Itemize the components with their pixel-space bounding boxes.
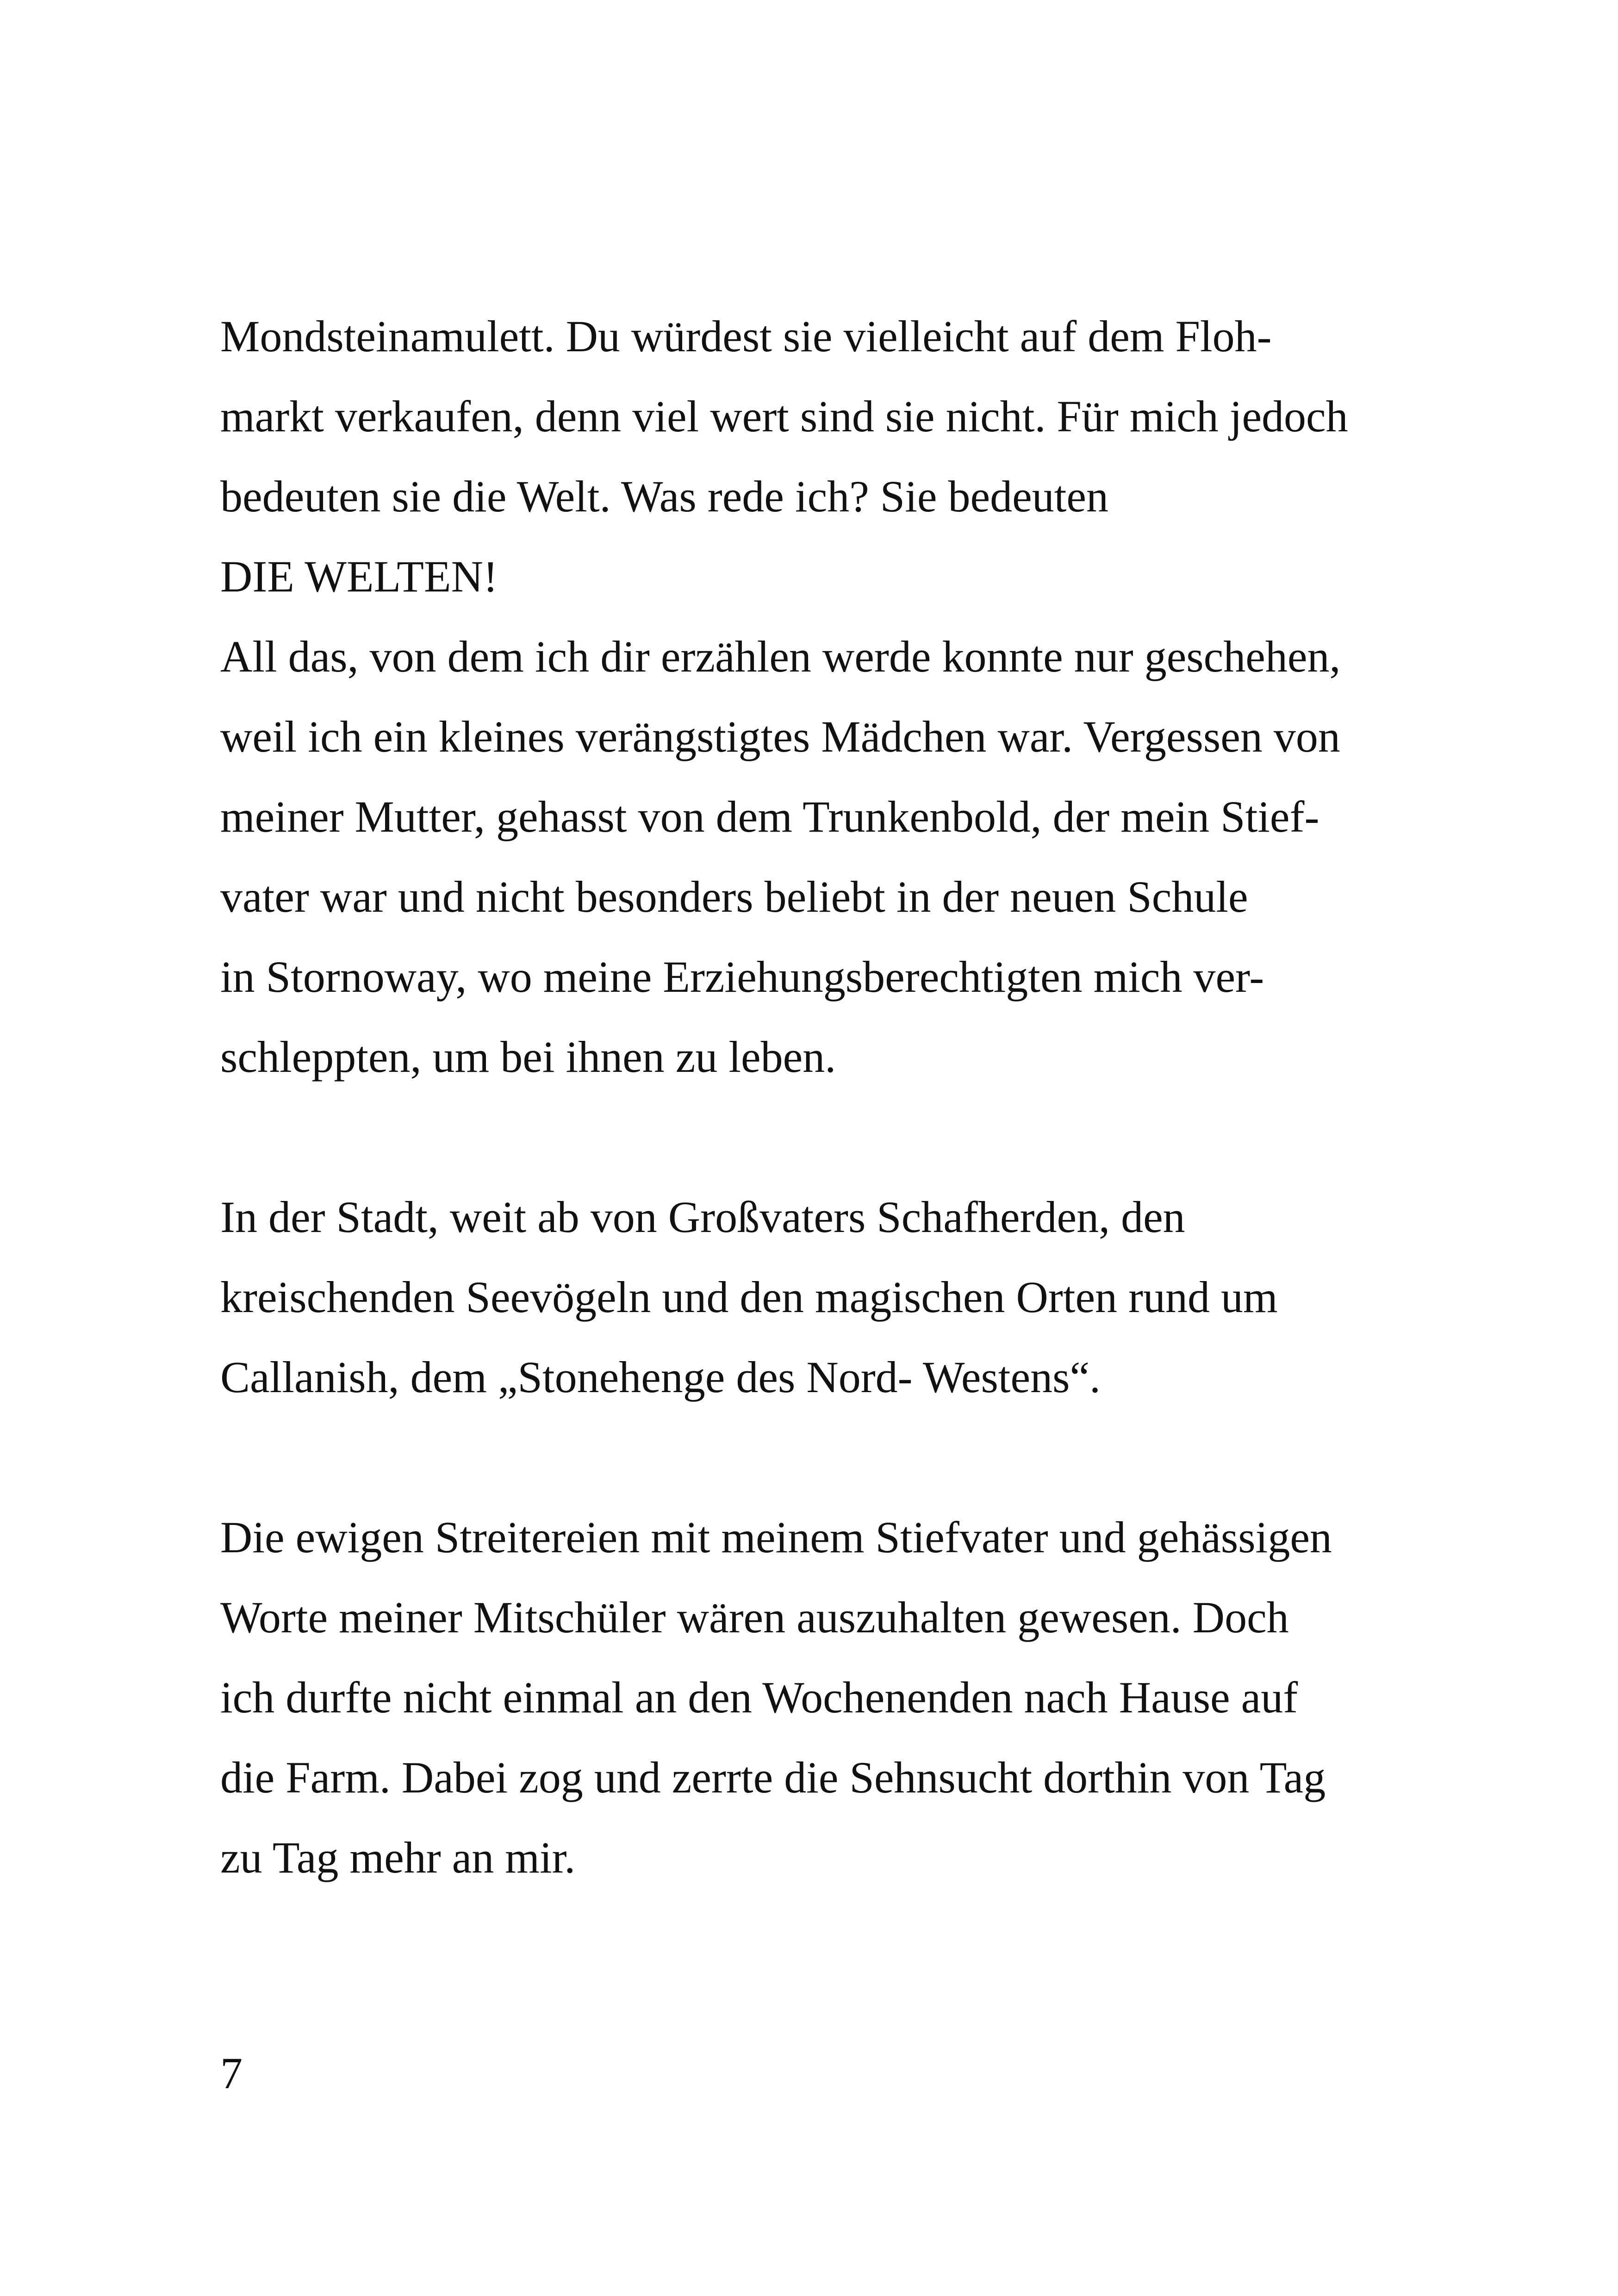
paragraph-3 (220, 1497, 1470, 1898)
text-line: ich durfte nicht einmal an den Wochenenden nach Hause auf (220, 1673, 1298, 1722)
text-line: Die ewigen Streitereien mit meinem Stiefvater und gehässigen (220, 1512, 1332, 1562)
body-text (220, 296, 1470, 1898)
text-line: In der Stadt, weit ab von Großvaters Schafherden, den (220, 1192, 1185, 1242)
text-line: All das, von dem ich dir erzählen werde konnte nur geschehen, (220, 632, 1341, 681)
text-line: Callanish, dem „Stonehenge des Nord- Westens“. (220, 1352, 1101, 1402)
text-line: kreischenden Seevögeln und den magischen Orten rund um (220, 1272, 1278, 1322)
text-line: weil ich ein kleines verängstigtes Mädchen war. Vergessen von (220, 712, 1340, 761)
text-line: bedeuten sie die Welt. Was rede ich? Sie bedeuten (220, 472, 1108, 521)
text-line: in Stornoway, wo meine Erziehungsberechtigten mich ver- (220, 952, 1264, 1002)
paragraph-gap (220, 1097, 1470, 1177)
paragraph-1 (220, 296, 1470, 1097)
paragraph-gap (220, 1417, 1470, 1497)
text-line: vater war und nicht besonders beliebt in der neuen Schule (220, 872, 1248, 921)
paragraph-2 (220, 1177, 1470, 1417)
text-line: DIE WELTEN! (220, 552, 498, 601)
text-line: zu Tag mehr an mir. (220, 1833, 576, 1882)
text-line: meiner Mutter, gehasst von dem Trunkenbold, der mein Stief- (220, 792, 1319, 841)
text-line: Mondsteinamulett. Du würdest sie vielleicht auf dem Floh- (220, 311, 1272, 361)
text-line: schleppten, um bei ihnen zu leben. (220, 1032, 836, 1082)
text-line: Worte meiner Mitschüler wären auszuhalten gewesen. Doch (220, 1593, 1289, 1642)
text-line: die Farm. Dabei zog und zerrte die Sehnsucht dorthin von Tag (220, 1753, 1326, 1802)
page-number: 7 (220, 2048, 243, 2098)
text-line: markt verkaufen, denn viel wert sind sie nicht. Für mich jedoch (220, 392, 1348, 441)
